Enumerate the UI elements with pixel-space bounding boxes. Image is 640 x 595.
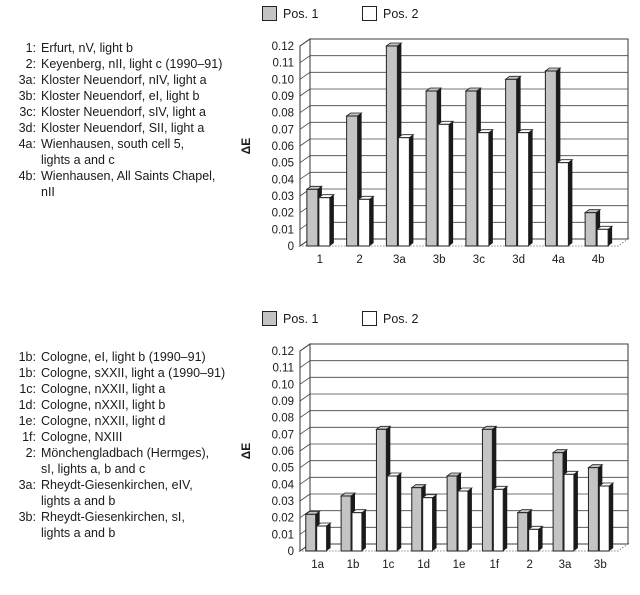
bar-front bbox=[376, 429, 386, 551]
bar-front bbox=[529, 529, 539, 551]
bar-front bbox=[426, 91, 437, 246]
category-key: 4b: bbox=[18, 169, 36, 183]
gridline-side bbox=[300, 394, 310, 401]
y-tick-label: 0.12 bbox=[271, 41, 294, 53]
category-description: Kloster Neuendorf, eI, light b bbox=[41, 89, 200, 103]
x-tick-label: 1d bbox=[417, 559, 431, 571]
bar-front bbox=[482, 429, 492, 551]
y-tick-label: 0.11 bbox=[272, 362, 294, 375]
bar-front bbox=[599, 486, 609, 551]
bar-front bbox=[423, 498, 433, 551]
bar-front bbox=[438, 124, 449, 246]
y-tick-label: 0.10 bbox=[271, 74, 294, 87]
bar bbox=[352, 510, 366, 551]
bar-chart bbox=[0, 0, 640, 290]
chart-panel-top bbox=[0, 0, 640, 290]
bar bbox=[564, 471, 578, 551]
gridline-side bbox=[300, 156, 310, 163]
y-tick-label: 0.05 bbox=[271, 462, 294, 475]
bar-front bbox=[458, 491, 468, 551]
bar-front bbox=[478, 133, 489, 246]
gridline-side bbox=[300, 122, 310, 129]
bar-side bbox=[330, 195, 334, 246]
category-description: Wienhausen, All Saints Chapel, bbox=[41, 169, 216, 183]
category-description: Cologne, nXXII, light b bbox=[41, 398, 166, 412]
y-tick-label: 0.07 bbox=[271, 124, 294, 137]
x-tick-label: 2 bbox=[526, 559, 533, 571]
category-description: Kloster Neuendorf, SII, light a bbox=[41, 121, 205, 135]
category-description: Rheydt-Giesenkirchen, sI, bbox=[41, 510, 185, 524]
category-description: Cologne, nXXII, light d bbox=[41, 414, 166, 428]
bar bbox=[529, 526, 543, 551]
bar-front bbox=[447, 476, 457, 551]
bar-side bbox=[529, 130, 533, 246]
x-tick-label: 3d bbox=[512, 254, 526, 266]
bar-front bbox=[341, 496, 351, 551]
gridline-side bbox=[300, 477, 310, 484]
y-tick-label: 0.06 bbox=[271, 446, 294, 458]
y-tick-label: 0.04 bbox=[271, 174, 294, 187]
bar-front bbox=[306, 514, 316, 551]
bar-front bbox=[588, 468, 598, 551]
bar-front bbox=[317, 526, 327, 551]
gridline-side bbox=[300, 361, 310, 368]
gridline-side bbox=[300, 427, 310, 434]
bar bbox=[423, 495, 437, 551]
gridline-side bbox=[300, 56, 310, 63]
category-key: 1e: bbox=[18, 414, 36, 428]
gridline-side bbox=[300, 172, 310, 179]
gridline-side bbox=[300, 39, 310, 46]
bar-side bbox=[370, 196, 374, 246]
legend-label-pos2: Pos. 2 bbox=[383, 311, 419, 326]
category-key: 1d: bbox=[18, 398, 36, 412]
category-description: Kloster Neuendorf, sIV, light a bbox=[41, 105, 206, 119]
x-tick-label: 3a bbox=[392, 254, 406, 266]
bar-side bbox=[449, 121, 453, 246]
bar-front bbox=[319, 198, 330, 246]
bar-side bbox=[609, 483, 613, 551]
category-key: 4a: bbox=[18, 137, 36, 151]
bar-side bbox=[362, 510, 366, 551]
category-description: Cologne, sXXII, light a (1990–91) bbox=[41, 366, 226, 380]
x-tick-label: 3a bbox=[558, 559, 572, 571]
chart-panel-bottom bbox=[0, 305, 640, 595]
category-key: 3d: bbox=[18, 121, 36, 135]
x-tick-label: 3b bbox=[432, 254, 446, 266]
category-description: Mönchengladbach (Hermges), bbox=[41, 446, 210, 460]
bar bbox=[557, 160, 572, 246]
bar-front bbox=[518, 513, 528, 551]
category-description: lights a and c bbox=[41, 153, 115, 167]
category-description: sI, lights a, b and c bbox=[41, 462, 146, 476]
x-tick-label: 1b bbox=[346, 559, 360, 571]
category-key: 1c: bbox=[19, 382, 36, 396]
x-tick-label: 1e bbox=[452, 559, 466, 571]
category-key: 3b: bbox=[18, 89, 36, 103]
gridline-side bbox=[300, 72, 310, 79]
bar-side bbox=[468, 488, 472, 551]
gridline-side bbox=[300, 106, 310, 113]
category-description: Kloster Neuendorf, nIV, light a bbox=[41, 73, 207, 87]
x-tick-label: 1f bbox=[489, 559, 500, 571]
bar bbox=[458, 488, 472, 551]
bars bbox=[307, 43, 612, 246]
y-tick-label: 0.03 bbox=[271, 496, 294, 508]
bar-front bbox=[347, 116, 358, 246]
x-tick-label: 3c bbox=[472, 254, 485, 266]
bar-side bbox=[489, 130, 493, 246]
bar-front bbox=[585, 213, 596, 246]
category-key: 3a: bbox=[18, 73, 36, 87]
category-description: Cologne, nXXII, light a bbox=[41, 382, 166, 396]
x-tick-label: 4a bbox=[551, 254, 565, 266]
bar bbox=[319, 195, 334, 246]
bar-side bbox=[327, 523, 331, 551]
y-tick-label: 0.01 bbox=[271, 529, 294, 542]
x-tick-label: 1a bbox=[311, 559, 325, 571]
y-tick-label: 0.05 bbox=[271, 157, 294, 170]
y-tick-label: 0.07 bbox=[271, 429, 294, 442]
category-description: Cologne, eI, light b (1990–91) bbox=[41, 350, 206, 364]
bar-side bbox=[433, 495, 437, 551]
gridline-side bbox=[300, 89, 310, 96]
bar-side bbox=[397, 473, 401, 551]
gridline-side bbox=[300, 444, 310, 451]
y-axis-label: ΔE bbox=[239, 137, 253, 155]
y-tick-label: 0.09 bbox=[271, 91, 294, 103]
y-tick-label: 0.08 bbox=[271, 107, 294, 120]
category-key: 1: bbox=[25, 41, 36, 55]
y-tick-label: 0.11 bbox=[272, 57, 294, 70]
category-description: Wienhausen, south cell 5, bbox=[41, 137, 185, 151]
bar-front bbox=[466, 91, 477, 246]
gridline-side bbox=[300, 461, 310, 468]
y-tick-label: 0.06 bbox=[271, 141, 294, 153]
category-description: nII bbox=[41, 185, 55, 199]
legend-label-pos1: Pos. 1 bbox=[283, 6, 319, 21]
bar-front bbox=[359, 199, 370, 246]
bar-side bbox=[409, 135, 413, 246]
bar-front bbox=[307, 189, 318, 246]
bar-front bbox=[352, 513, 362, 551]
bar bbox=[398, 135, 413, 246]
y-tick-label: 0.09 bbox=[271, 396, 294, 408]
category-key: 1b: bbox=[18, 366, 36, 380]
x-tick-label: 1c bbox=[382, 559, 395, 571]
bar bbox=[478, 130, 493, 246]
category-key: 1f: bbox=[22, 430, 36, 444]
bar-front bbox=[412, 488, 422, 551]
bars bbox=[306, 426, 613, 551]
y-tick-label: 0.10 bbox=[271, 379, 294, 392]
bar bbox=[599, 483, 613, 551]
bar bbox=[597, 226, 612, 246]
gridline-side bbox=[300, 411, 310, 418]
category-key: 3a: bbox=[18, 478, 36, 492]
bar-front bbox=[398, 138, 409, 246]
y-tick-label: 0 bbox=[287, 241, 294, 253]
y-tick-label: 0.01 bbox=[271, 224, 294, 237]
bar-side bbox=[574, 471, 578, 551]
gridline-side bbox=[300, 139, 310, 146]
bar-front bbox=[564, 474, 574, 551]
category-description: Rheydt-Giesenkirchen, eIV, bbox=[41, 478, 193, 492]
x-tick-label: 2 bbox=[356, 254, 363, 266]
bar-front bbox=[493, 489, 503, 551]
category-key: 3b: bbox=[18, 510, 36, 524]
bar-side bbox=[568, 160, 572, 246]
category-description: lights a and b bbox=[41, 494, 116, 508]
legend-label-pos1: Pos. 1 bbox=[283, 311, 319, 326]
x-tick-label: 3b bbox=[593, 559, 607, 571]
y-tick-label: 0 bbox=[287, 546, 294, 558]
gridline-side bbox=[300, 494, 310, 501]
y-tick-label: 0.03 bbox=[271, 191, 294, 203]
gridline-side bbox=[300, 344, 310, 351]
bar bbox=[493, 486, 507, 551]
category-description: Erfurt, nV, light b bbox=[41, 41, 133, 55]
bar bbox=[518, 130, 533, 246]
bar-front bbox=[386, 46, 397, 246]
bar-front bbox=[545, 71, 556, 246]
bar-chart bbox=[0, 305, 640, 595]
gridline-side bbox=[300, 377, 310, 384]
bar-front bbox=[553, 453, 563, 551]
x-tick-label: 4b bbox=[591, 254, 605, 266]
category-description: lights a and b bbox=[41, 526, 116, 540]
bar-side bbox=[503, 486, 507, 551]
bar bbox=[317, 523, 331, 551]
y-tick-label: 0.02 bbox=[271, 512, 294, 525]
bar-front bbox=[387, 476, 397, 551]
category-description: Cologne, NXIII bbox=[41, 430, 123, 444]
category-key: 3c: bbox=[19, 105, 36, 119]
y-tick-label: 0.04 bbox=[271, 479, 294, 492]
y-axis-label: ΔE bbox=[239, 442, 253, 460]
y-tick-label: 0.12 bbox=[271, 346, 294, 358]
bar bbox=[359, 196, 374, 246]
bar-front bbox=[518, 133, 529, 246]
category-key: 2: bbox=[25, 57, 36, 71]
category-key: 1b: bbox=[18, 350, 36, 364]
bar-front bbox=[557, 163, 568, 246]
bar-front bbox=[597, 229, 608, 246]
y-tick-label: 0.02 bbox=[271, 207, 294, 220]
y-tick-label: 0.08 bbox=[271, 412, 294, 425]
legend-label-pos2: Pos. 2 bbox=[383, 6, 419, 21]
category-key: 2: bbox=[25, 446, 36, 460]
bar bbox=[387, 473, 401, 551]
bar-side bbox=[539, 526, 543, 551]
x-tick-label: 1 bbox=[316, 254, 324, 266]
category-description: Keyenberg, nII, light c (1990–91) bbox=[41, 57, 223, 71]
bar-front bbox=[506, 79, 517, 246]
bar bbox=[438, 121, 453, 246]
